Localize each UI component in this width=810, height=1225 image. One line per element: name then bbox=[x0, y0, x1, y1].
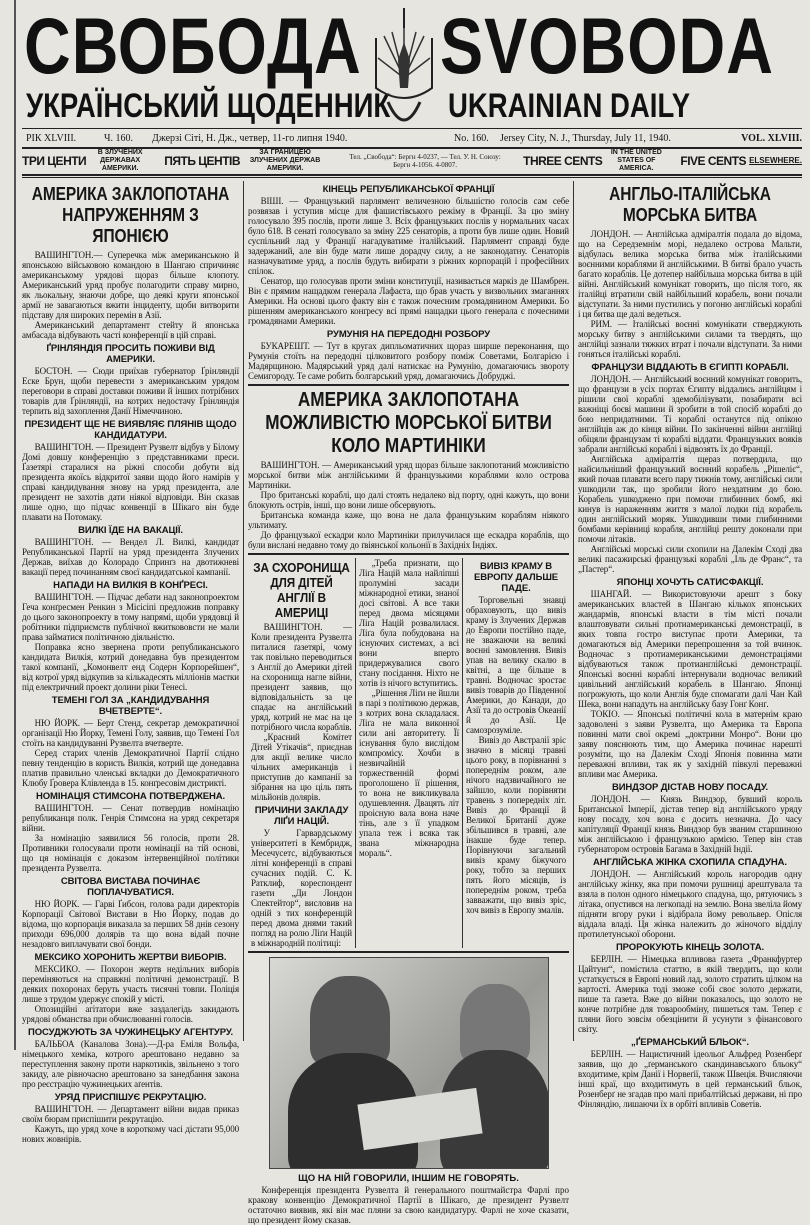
article-paragraph: ВАШИНГТОН. — Вендел Л. Вилкі, кандидат Републиканської Партії на уряд президента Злучених Держав, виїхав до Колорадо Спринґз на двотижневі вакації перед починанням своєї кандидатської кампанії. bbox=[22, 537, 239, 577]
article-paragraph: ЛОНДОН. — Англійська адміралтія подала до відома, що на Середземнім морі, недалеко острова Мальти, відбулась велика морська битва між італійськими воєнними кораблями й англійськими. В битві брало участь багато кораблів. Це дотепер найбільша морська битва в цій війні. Англійський комунікат говорить, що після того, як італійці втратили свій найбільший корабель, вони почали відступати. За ними пустились у погоню англійські кораблі і ця битва ще далі ведеться. bbox=[578, 229, 802, 319]
article-headline: ВИНДЗОР ДІСТАВ НОВУ ПОСАДУ. bbox=[611, 782, 769, 793]
center-subcolumn-2 bbox=[355, 558, 462, 948]
price-ua-domestic bbox=[22, 149, 151, 173]
article-paragraph: РИМ. — Італійські воєнні комунікати стверджують морську битву з англійськими силами та твердять, що англійці зазнали тяжких втрат і почали відступати. За ними гоняться італійські кораблі. bbox=[578, 319, 802, 359]
photo-caption-text: Конференція президента Рузвелта й генерального поштмайстра Фарлі про кракову конвенцію Демократичної Партії в Шікаго, де президент Рузвелт остаточно виявив, які він має пляни за свою кандидатуру. Фарлі не хоче сказати, що президент йому сказав. bbox=[248, 1185, 569, 1225]
article-paragraph: ШАНГАЙ. — Використовуючи арешт з боку американських властей в Шангаю кількох японських жандармів, японські власти в тім місті почали влаштовувати сильні протиамериканські демонстрації, в яких товпа гостро виступає проти Америки, та домагаються від Америки перепрошення за той вчинок. Водночас з протиамериканськими демонстраціями відбуваються також протианглійські демонстрації. Японські воєнні кораблі інтернували водночас великий цивільний англійський корабель в Шангаю. Японці погрожують, що коли Англія буде спомагати далі Чан Кай Шека, вони нападуть на англійську базу Гонґ Конґ. bbox=[578, 589, 802, 709]
article-headline: ЯПОНЦІ ХОЧУТЬ САТИСФАКЦІЇ. bbox=[616, 577, 764, 588]
price-en-abroad bbox=[680, 154, 802, 168]
article-paragraph: Американський департамент стейту й японська амбасада відбувають часті конференції в цій справі. bbox=[22, 320, 239, 340]
masthead-title-ua: СВОБОДА bbox=[24, 1, 362, 91]
article-headline: ПРИЧИНИ ЗАКЛАДУ ЛІҐИ НАЦІЙ. bbox=[254, 805, 349, 827]
left-column bbox=[22, 181, 239, 1144]
article-paragraph: ТОКІО. — Японські політичні кола в матернім краю задоволені з заяви Рузвелта, що Америка та Европа повинні мати свої окремі „доктрини Монро“. Вони цю заяву пояснюють тим, що Америка починає нарешті розуміти, що на Далекім Сході Японія повинна мати переважні впливи, так як у західній півкулі переважні впливи має Америка. bbox=[578, 709, 802, 779]
article-headline: ВИЛКІ ЇДЕ НА ВАКАЦІЇ. bbox=[78, 525, 183, 536]
article-headline: РУМУНІЯ НА ПЕРЕДОДНІ РОЗБОРУ bbox=[326, 329, 491, 340]
article bbox=[22, 791, 239, 873]
article-headline: ВИВІЗ КРАМУ В ЕВРОПУ ДАЛЬШЕ ПАДЕ. bbox=[474, 561, 558, 594]
article-paragraph: ЛОНДОН. — Англійський воєнний комунікат говорить, що французи в усіх портах Єгипту віддались англійцям і рішили свої кораблі здемобілізувати, позабирати всі важніщі боєві машини й зробити в той спосіб кораблі до бою непридатними. Ті кораблі останутся під опікою англійців аж до кінця війни. По закінченні війни англійці обіцяли французам ті кораблі віддати. Французьких вояків забрали англійські кораблі і відвозять їх до Франції. bbox=[578, 374, 802, 454]
article-paragraph: Англійські морські сили схопили на Далекім Сході два великі пасажирські французькі кораблі „Іль де Франс“, та „Пастер“. bbox=[578, 544, 802, 574]
article bbox=[22, 695, 239, 788]
right-column bbox=[578, 181, 802, 1109]
article-headline: ПРЕЗИДЕНТ ЩЕ НЕ ВИЯВЛЯЄ ПЛЯНІВ ЩОДО КАНДИДАТУРИ. bbox=[24, 419, 237, 441]
price-en-domestic bbox=[523, 149, 667, 173]
article bbox=[248, 184, 569, 326]
dateline-number: Ч. 160. bbox=[104, 133, 133, 144]
article-paragraph: НЮ ЙОРК. — Берт Стенд, секретар демократичної організації Ню Йорку, Темені Голу, заявив, що Темені Гол стоїть на кандидуванні Рузвелта вчетверте. bbox=[22, 718, 239, 748]
article-paragraph: Сенатор, що голосував проти зміни конституції, називається маркіз де Шамбрен. Він є прямим нащадком генерала Лафаєта, що брав участь у визвольних змаганнях Америки. На основі цього факту він є також почесним громадянином Америки. Бо рішенням американського конґресу всі прямі нащадки цього генерала є почесними громадянами Америки. bbox=[248, 276, 569, 326]
article bbox=[251, 560, 352, 802]
article-headline: АНГЛІЙСЬКА ЖІНКА СХОПИЛА СПАДУНА. bbox=[593, 857, 787, 868]
article bbox=[359, 558, 459, 858]
masthead-subtitle-ua: УКРАЇНСЬКИЙ ЩОДЕННИК bbox=[26, 85, 391, 125]
article bbox=[22, 1027, 239, 1089]
article bbox=[22, 184, 239, 340]
article-paragraph: БЕРЛІН. — Німецька впливова ґазета „Франкфуртер Цайтунґ“, помістила статтю, в якій твердить, що коли устаткується в Европі новий лад, золото стратить цілком на вартості. Америка тоді зможе собі своє золото держати, пише та ґазета. Вже до війни показалось, що золото не конче потрібне для товарообміну, пишеться там. Тепер є пляни його зовсім обезцінити й усунути з фінансового світу. bbox=[578, 954, 802, 1034]
main-article-body bbox=[248, 460, 569, 550]
article bbox=[578, 942, 802, 1034]
price-ua-abroad bbox=[164, 149, 327, 173]
article-paragraph: Торговельні знавці обраховують, що вивіз краму із Злучених Держав до Европи постійно паде, не зважаючи на великі воєнні замовлення. Вивіз упав на велику скалю в квітні, а ще більше в травні. Водночас зростає вивіз товарів до Південної Америки, до Канади, до Азії та до островів Океанії й до Азії. Це самозрозуміле. bbox=[466, 595, 566, 735]
article-paragraph: Британська команда каже, що вона не дала французьким кораблям ніякого ультимату. bbox=[248, 510, 569, 530]
article-paragraph: Серед старих членів Демократичної Партії слідно певну тенденцію в користь Вилкія, котрий ще донедавна платив правильно членські вкладки до Демократичного Клюбу Ґровера Клівленда в 15. конґресовім дистрикті. bbox=[22, 748, 239, 788]
article-paragraph: ВАШИНГТОН. — Американський уряд щораз більше заклопотаний можливістю морської битви між англійськими й французькими кораблями коло острова Мартиніки. bbox=[248, 460, 569, 490]
article-headline: ЗА СХОРОНИЩА ДЛЯ ДІТЕЙ АНГЛІЇ В АМЕРИЦІ bbox=[253, 560, 350, 620]
article-paragraph: Кажуть, що уряд хоче в короткому часі дістати 95,000 нових жовнірів. bbox=[22, 1124, 239, 1144]
article bbox=[22, 952, 239, 1024]
article bbox=[578, 857, 802, 939]
article bbox=[22, 525, 239, 577]
article-headline: СВІТОВА ВИСТАВА ПОЧИНАЄ ПОПЛАЧУВАТИСЯ. bbox=[60, 876, 201, 898]
article-paragraph: ВІШІ. — Французький парлямент величезною більшістю голосів сам себе розвязав і уступив місце для фашистівського режіму в Франції. За цю зміну голосувало 395 послів, проти лише 3. Всіх французьких послів у нормальних часах було 618. В сенаті голосувало за зміну 225 сенаторів, а проти був лише один. Новий суспільний лад у Франції нагадуватиме італійський. Парлямент справді буде задержаний, але він буде мати лише дорадчу силу, а не законодатну. Сенаторів назначуватиме уряд, а послів будуть вибирати з ріжних корпорацій і професійних спілок. bbox=[248, 196, 569, 276]
article-paragraph: „Красний Комітет Дітей Утікачів“, приєднав для акції велике число чільних американців і приступив до кампанії за зібрання на цю ціль пять мільйонів долярів. bbox=[251, 732, 352, 802]
masthead-subtitle-en: UKRAINIAN DAILY bbox=[448, 85, 691, 125]
article-headline: ПРОРОКУЮТЬ КІНЕЦЬ ЗОЛОТА. bbox=[615, 942, 765, 953]
article-headline: ПОСУДЖУЮТЬ ЗА ЧУЖИНЕЦЬКУ АГЕНТУРУ. bbox=[27, 1027, 234, 1038]
article-paragraph: ЛОНДОН. — Англійський король нагородив одну англійську жінку, яка при помочи рушниці арештувала та взяла в полон одного німецького спадуна, що, рятуючись з літака, опустився на легкопаді на землю. Вона звеліла йому підняти вгору руки і відібрала йому револьвер. Опісля віддала владі. Ця жінка належить до жіночого відділу протилетунської оборони. bbox=[578, 869, 802, 939]
article-paragraph: „Треба признати, що Ліґа Націй мала найліпші пролуміні засади міжнародної етики, знаної досі світові. А все таки перед двома місяцями Ліґа Націй розвалилася. Ліґа була побудована на існуючих системах, а всі вони вперто придержувалися свого стану посідання. Ніхто не хотів із нічого вступитись. bbox=[359, 558, 459, 688]
dateline-volume: VOL. XLVIII. bbox=[741, 133, 802, 144]
center-column bbox=[248, 181, 569, 1225]
article-headline: ФРАНЦУЗИ ВІДДАЮТЬ В ЄГИПТІ КОРАБЛІ. bbox=[591, 362, 789, 373]
price-en-abroad-note: ELSEWHERE. bbox=[749, 156, 802, 165]
article-paragraph: МЕКСИКО. — Похорон жертв недільних виборів переміняються на справжні політичні демонстрації. В деяких похоронах беруть участь тисячні товпи. Поліція лише з трудом удержує спокій у місті. bbox=[22, 964, 239, 1004]
article bbox=[578, 782, 802, 854]
article-headline: УРЯД ПРИСПІШУЄ РЕКРУТАЦІЮ. bbox=[54, 1092, 207, 1103]
article-paragraph: ВАШИНГТОН. — Сенат потвердив номінацію републиканця полк. Генрія Стимсона на уряд секретаря війни. bbox=[22, 803, 239, 833]
price-ua-abroad-amount: ПЯТЬ ЦЕНТІВ bbox=[164, 154, 241, 168]
masthead-title-en: SVOBODA bbox=[440, 1, 774, 91]
article-paragraph: „Рішення Ліґи не йшли в парі з політикою держав, з котрих вона складалася. Ліґа не мала виконної сили ані авторитету. Її існування було вислідом компромісу. Хочби в незвичайній торжественній формі проголошено її рішення, то вона не викликувала одушевлення. Двацять літ проісную вала вона наче тінь, але з її упадком упала теж і всяка так звана міжнародна мораль“. bbox=[359, 688, 459, 858]
price-ua-abroad-note: ЗА ГРАНИЦЕЮ ЗЛУЧЕНИХ ДЕРЖАВ АМЕРИКИ. bbox=[249, 149, 321, 172]
center-subcolumn-3 bbox=[462, 558, 569, 948]
article-headline: КІНЕЦЬ РЕПУБЛИКАНСЬКОЇ ФРАНЦІЇ bbox=[322, 184, 495, 195]
article bbox=[22, 876, 239, 949]
article-headline: АНГЛЬО-ІТАЛІЙСЬКА МОРСЬКА БИТВА bbox=[609, 184, 771, 225]
price-en-domestic-amount: THREE CENTS bbox=[523, 154, 603, 168]
article-paragraph: За номінацію заявилися 56 голосів, проти 28. Противники голосували проти номінації на тій основі, що ця номінація є доказом інтервенційної політики президента Рузвелта. bbox=[22, 833, 239, 873]
article bbox=[22, 1092, 239, 1144]
article bbox=[251, 805, 352, 948]
article-paragraph: До французької ескадри коло Мартиніки прилучилася ще ескадра кораблів, що були вислані недавно тому до ґвіянської кольонії в Західніх Індіях. bbox=[248, 530, 569, 550]
article-headline: ҐРІНЛЯНДІЯ ПРОСИТЬ ПОЖИВИ ВІД АМЕРИКИ. bbox=[46, 343, 215, 365]
article-paragraph: Англійська адміралтія щераз потвердила, що найсильніший французький воєнний корабель „Рішеліє“, який почав плавати всего пару тижнів тому, англійські сили ушкодили так, що зробили його нездатним до бою. Корабель ушкоджено при помочи глибинних бомб, які кинув із нараженням життя з малої лодки під корабель один англійський моряк. Ушкодивши тими глибинними бомбами керівниці корабля, англійці решту доконали при помочи літаків. bbox=[578, 454, 802, 544]
dateline-date-en: Jersey City, N. J., Thursday, July 11, 1940. bbox=[500, 133, 671, 144]
trident-emblem-icon bbox=[370, 8, 438, 126]
article bbox=[578, 577, 802, 779]
price-ua-domestic-amount: ТРИ ЦЕНТИ bbox=[22, 154, 87, 168]
article-paragraph: ВАШИНГТОН. — Підчас дебати над законопроектом Геча конґресмен Ренкин з Місісіпі предложив поправку до цього законопроекту в тому напрямі, щоби урядовці й робітники підприємств публічної вжиткововсти не мали права займатися політичною діяльністю. bbox=[22, 592, 239, 642]
article bbox=[22, 419, 239, 522]
center-subcolumns bbox=[248, 558, 569, 948]
divider bbox=[248, 951, 569, 953]
article-paragraph: БЕРЛІН. — Нацистичний ідеольоґ Альфред Розенберґ заявив, що до „ґерманського скандинавського бльоку“ входитиме, крім Данії і Норвеґії, також Швеція. Вчисляючи інші краї, що входитимуть в цей ґерманський бльок, Розенберґ не згадав про малі прибалтійські держави, ні про Фінляндію, лишаючи їх в орбіті впливів Советів. bbox=[578, 1049, 802, 1109]
article-paragraph: ВАШИНГТОН. — Департамент війни видав приказ своїм бюрам приспішити рекрутацію. bbox=[22, 1104, 239, 1124]
center-subcolumn-1 bbox=[248, 558, 355, 948]
article-paragraph: У Гарвардському університеті в Кембридж, Месечусетс, відбуваються літні конференції в справі сучасних подій. С. К. Ратклиф, кореспондент газети „Ди Лондон Спектейтор“, висловив на одній з тих конференцій перед двома днями такий погляд на ролю Ліґи Націй в міжнародній політиці: bbox=[251, 828, 352, 948]
article bbox=[22, 343, 239, 416]
photo-roosevelt-farley bbox=[269, 957, 549, 1169]
article-headline: АМЕРИКА ЗАКЛОПОТАНА НАПРУЖЕННЯМ З ЯПОНІЄЮ bbox=[31, 184, 230, 246]
article-headline: ТЕМЕНІ ГОЛ ЗА „КАНДИДУВАННЯ ВЧЕТВЕРТЕ“. bbox=[51, 695, 210, 717]
article-paragraph: Про британські кораблі, що далі стоять недалеко від порту, одні кажуть, що вони блокують острів, інші, що вони лише обсервують. bbox=[248, 490, 569, 510]
article-paragraph: Поправка ясно звернена проти републиканського кандидата Вилкія, котрий донедавна був президентом такої компанії, „Комонвелт енд Содерн Корпорейшен“, від котрої уряд відкупив за кількадесять мілліонів маєтки під електричний проект долини ріки Тенесі. bbox=[22, 642, 239, 692]
article bbox=[578, 184, 802, 359]
article-paragraph: БОСТОН. — Сюди приїхав губернатор Ґрінляндії Еске Брун, щоби перевести з американським урядом переговори в справі доставки поживи й інших потрібних товарів для Ґрінляндії, на котрих недостачу Ґрінляндія терпить від захоплення Данії Німеччиною. bbox=[22, 366, 239, 416]
article-headline: МЕКСИКО ХОРОНИТЬ ЖЕРТВИ ВИБОРІВ. bbox=[34, 952, 227, 963]
photo-caption-title: ЩО НА НІЙ ГОВОРИЛИ, ІНШИМ НЕ ГОВОРЯТЬ. bbox=[298, 1173, 519, 1184]
center-top-articles bbox=[248, 184, 569, 381]
article-paragraph: БАЛЬБОА (Каналова Зона).—Д-ра Еміля Вольфа, німецького хеміка, котрого арештовано недавно за переступлення закону проти наркотиків, звільнено з того закиду, але рівночасно арештовано за занедбання закона про реєстрацію чужинецьких аґентів. bbox=[22, 1039, 239, 1089]
phone-numbers: Тел. „Свобода“: Бергн 4-0237, — Тел. У. Н. Союзу: Бергн 4-1056. 4-0807. bbox=[349, 153, 501, 169]
dateline-year: РІК XLVIII. bbox=[26, 133, 77, 144]
price-en-abroad-amount: FIVE CENTS bbox=[680, 154, 747, 168]
article-headline: НАПАДИ НА ВИЛКІЯ В КОНҐРЕСІ. bbox=[53, 580, 208, 591]
article-paragraph: ЛОНДОН. — Князь Виндзор, бувший король Британської Імперії, дістав тепер від англійського уряду нову посаду, хоч вона є досить незначна. До часу капітуляції Франції князь Виндзор був званим старшиною між англійською і французькою армією. Тепер він став губернатором островів Багама в Західній Індії. bbox=[578, 794, 802, 854]
price-row bbox=[22, 150, 802, 172]
divider bbox=[248, 384, 569, 386]
price-ua-domestic-note: В ЗЛУЧЕНИХ ДЕРЖАВАХ АМЕРИКИ. bbox=[97, 149, 143, 172]
article bbox=[22, 580, 239, 692]
article-headline: НОМІНАЦІЯ СТИМСОНА ПОТВЕРДЖЕНА. bbox=[35, 791, 226, 802]
price-en-domestic-note: IN THE UNITED STATES OF AMERICA. bbox=[610, 149, 662, 172]
article-paragraph: Опозиційні агітатори вже заздалегідь закидають урядові обманства при обчислюванні голосів. bbox=[22, 1004, 239, 1024]
article bbox=[248, 329, 569, 381]
article bbox=[578, 1037, 802, 1109]
article-paragraph: НЮ ЙОРК. — Гарві Ґибсон, голова ради директорів Корпорації Світової Вистави в Ню Йорку, подав до відома, що корпорація виказала за перших 58 днів сезону приходи 696,000 долярів та що вона відай почне незадовго виплачувати свої бонди. bbox=[22, 899, 239, 949]
article-paragraph: БУКАРЕШТ. — Тут в кругах дипльоматичних щораз ширше переконання, що Румунія стоїть на передодні цілковитого розбору поміж Советами, Болгарією і Мадярщиною. Мадярський уряд далі натискає на Румунію, домагаючись звороту Семигороду. Те саме робить болгарський уряд, домагаючись Добруджі. bbox=[248, 341, 569, 381]
article-paragraph: ВАШИНГТОН.— Суперечка між американською й японською військовою командою в Шангаю спричиняє американському урядові щораз більше клопоту. Американський уряд пробує полагодити справу мирно, як льокальну, знаючи добре, що деякі круги японської армії не завагаються вжити інциденту, щоби витворити підставу для широких перемін в Азії. bbox=[22, 250, 239, 320]
article-paragraph: ВАШИНГТОН. — Коли президента Рузвелта питалися ґазетярі, чому так повільно переводиться з Англії до Америки дітей на схоронища нагле війни, президент заявив, що відповідальність за це спадає на англійський уряд, котрий не має на це потрібного числа кораблів. bbox=[251, 622, 352, 732]
article-paragraph: ВАШИНГТОН. — Президент Рузвелт відбув у Білому Домі довшу конференцію з представниками преси. Ґазетярі старалися на ріжні способи добути від президента якоїсь відкритої заяви щодо його намірів у справі кандидування знову на уряд президента, але президент не захотів дати ніякої відповіди. Він сказав лише одно, що підчас конвенції в Шікаго він буде плавати на Потомаку. bbox=[22, 442, 239, 522]
article bbox=[466, 561, 566, 915]
article-headline: „ҐЕРМАНСЬКИЙ БЛЬОК“. bbox=[631, 1037, 749, 1048]
article-paragraph: Вивіз до Австралії зріс значно в місяці травні цього року, в порівнанні з попереднім роком, але нічого надзвичайного не зайшло, коли порівняти травень з попередніх літ. Вивіз до Франції й Великої Британії дуже збільшився в травні, але інакше буде тепер. Порівнуючи загальний вивіз краму біжучого року, тобто за перших пять його місяців, із попереднім роком, треба завважати, що вивіз зріс, хоч вивіз в Европу змалів. bbox=[466, 735, 566, 915]
divider bbox=[248, 553, 569, 555]
main-headline: АМЕРИКА ЗАКЛОПОТАНА МОЖЛИВІСТЮ МОРСЬКОЇ БИТВИ КОЛО МАРТИНІКИ bbox=[265, 389, 552, 457]
photo-caption bbox=[248, 1173, 569, 1225]
dateline-date-ua: Джерзі Сіті, Н. Дж., четвер, 11-го липня 1940. bbox=[152, 133, 348, 144]
dateline-number-en: No. 160. bbox=[454, 133, 489, 144]
article bbox=[578, 362, 802, 574]
